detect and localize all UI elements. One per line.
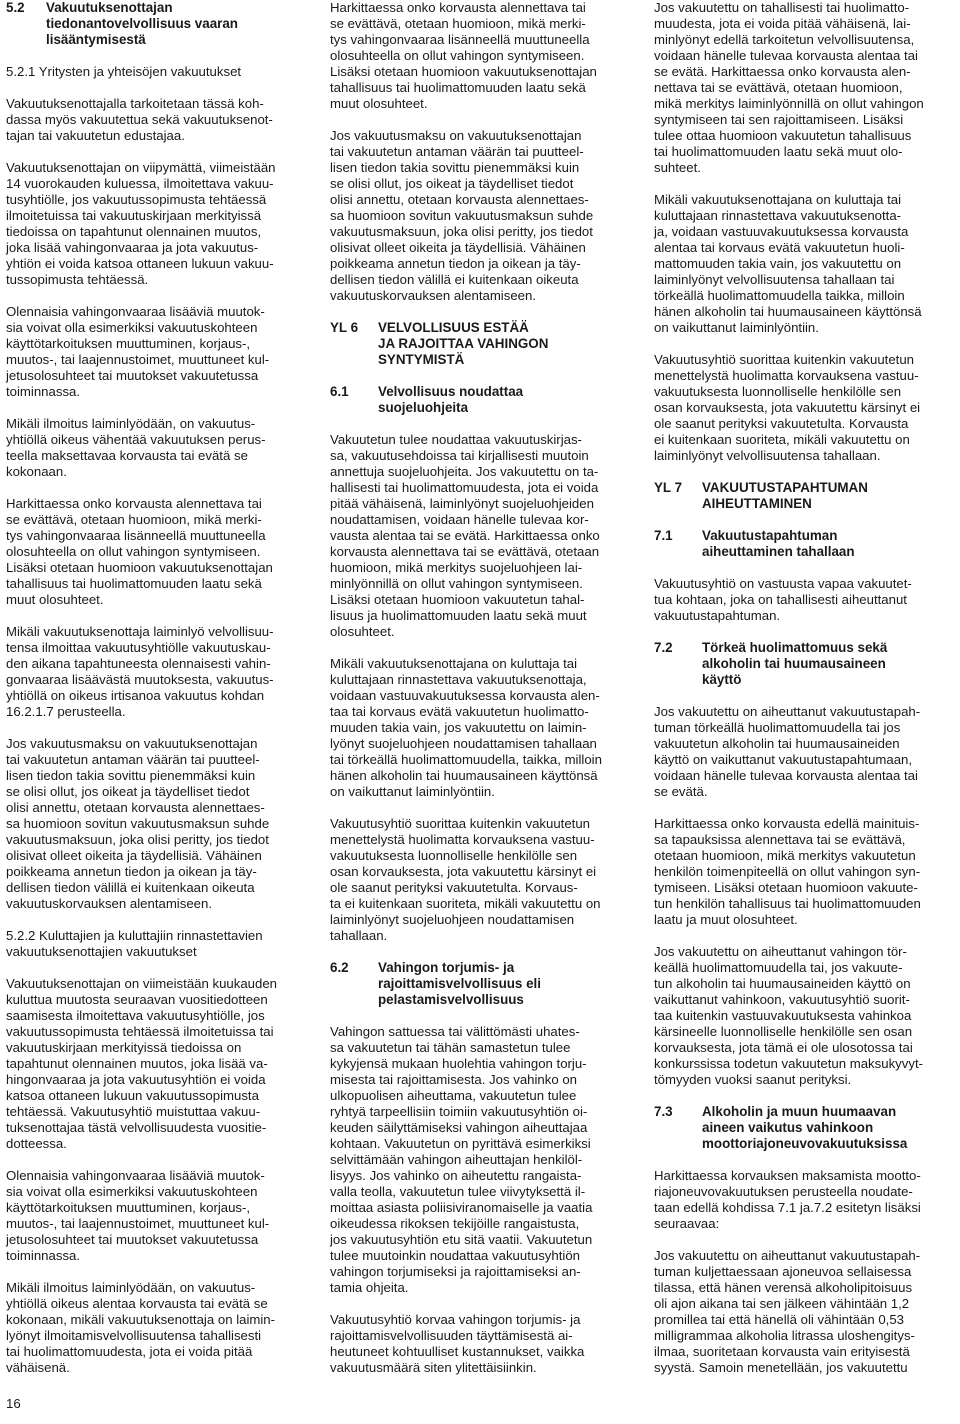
paragraph: Vakuutusyhtiö suorittaa kuitenkin vakuutetun menettelystä huolimatta korvauksena vastuu- vakuutuksesta luonnolliselle henkilölle sen osan korvauksesta, jota vakuutettu kärsinyt ei ole saanut perityksi vakuutetulta. Korvausta ei kuitenkaan suoriteta, mikäli vakuutettu on laiminlyönyt velvollisuutensa tahallaan. [654,352,921,463]
paragraph: Mikäli ilmoitus laiminlyödään, on vakuutus- yhtiöllä oikeus alentaa korvausta tai evätä se kokonaan, mikäli vakuutuksenottaja on laimin- lyönyt ilmoitamisvelvollisuutensa tahallisesti tai huolimattomuudesta, jota ei voida pitää vähäisenä. [6,1280,276,1375]
paragraph: Harkittaessa onko korvausta edellä mainituis- sa tapauksissa alennettava tai se evättävä, otetaan huomioon, mikä merkitys vakuutetun henkilön toimenpiteellä on ollut vahingon syn- tymiseen. Lisäksi otetaan huomioon vakuute- tun henkilön tahallisuus tai huolimattomuuden laatu ja muut olosuhteet. [654,816,921,927]
section-number: 6.1 [330,384,349,399]
paragraph: Vakuutusyhtiö on vastuusta vapaa vakuutet- tua kohtaan, joka on tahallisesti aiheuttanut vakuutustapahtuman. [654,576,912,623]
section-title: VAKUUTUSTAPAHTUMAN AIHEUTTAMINEN [702,480,868,511]
paragraph: Vakuutusyhtiö suorittaa kuitenkin vakuutetun menettelystä huolimatta korvauksena vastuu- vakuutuksesta luonnolliselle henkilölle sen osan korvauksesta, jota vakuutettu kärsinyt ei ole saanut perityksi vakuutetulta. Korvaus- ta ei kuitenkaan suoriteta, mikäli vakuutettu on laiminlyönyt suojeluohjeen noudattamisen tahallaan. [330,816,601,943]
section-heading-7-3 [654,1104,958,1152]
paragraph: Harkittaessa onko korvausta alennettava tai se evättävä, otetaan huomioon, mikä merki- tys vahingonvaaraa lisänneellä muuttuneella olosuhteella on ollut vahingon syntymiseen. Lisäksi otetaan huomioon vakuutuksenottajan tahallisuus tai huolimattomuuden laatu sekä muut olosuhteet. [330,0,597,111]
paragraph: Vakuutuksenottajalla tarkoitetaan tässä koh- dassa myös vakuutettua sekä vakuutuksenot- tajan tai vakuutetun edustajaa. [6,96,273,143]
paragraph: Mikäli vakuutuksenottajana on kuluttaja tai kuluttajaan rinnastettava vakuutuksenottaja, voidaan vastuuvakuutuksessa korvausta alen- taa tai korvaus evätä vakuutetun huolimatto- muuden takia vain, jos vakuutettu on laimin- lyönyt suojeluohjeen noudattamisen tahallaan tai törkeällä huolimattomuudella, taikka, milloin hänen alkoholin tai huumausaineen käyttönsä on vaikuttanut laiminlyöntiin. [330,656,602,799]
section-title: Alkoholin ja muun huumaavan aineen vaikutus vahinkoon moottoriajoneuvovakuutuksissa [702,1104,908,1151]
paragraph: Vahingon sattuessa tai välittömästi uhates- sa vakuutetun tai tähän samastetun tulee kykyjensä mukaan huolehtia vahingon torju- misesta tai rajoittamisesta. Jos vahinko on ulkopuolisen aiheuttama, vakuutetun tulee ryhtyä tarpeellisiin toimiin vakuutusyhtiön oi- keuden säilyttämiseksi vahingon aiheuttajaa kohtaan. Vakuutetun on pyrittävä esimerkiksi selvittämään vahingon aiheuttajan henkilöl- lisyys. Jos vahinko on aiheutettu rangaista- valla teolla, vakuutetun tulee viivytyksettä il- moittaa asiasta poliisiviranomaiselle ja vaatia oikeudessa rikoksen tekijöille rangaistusta, jos vakuutusyhtiön etu sitä vaatii. Vakuutetun tulee muutoinkin noudattaa vakuutusyhtiön vahingon torjumiseksi ja rajoittamiseksi an- tamia ohjeita. [330,1024,593,1295]
paragraph: Olennaisia vahingonvaaraa lisääviä muutok- sia voivat olla esimerkiksi vakuutuskohteen käyttötarkoituksen muuttuminen, korjaus-, muutos-, tai laajennustoimet, muuttuneet kul- jetusolosuhteet tai muutokset vakuutetussa toiminnassa. [6,304,270,399]
subheading-5-2-1: 5.2.1 Yritysten ja yhteisöjen vakuutukset [6,64,242,79]
paragraph: Vakuutetun tulee noudattaa vakuutuskirjas- sa, vakuutusehdoissa tai kirjallisesti muutoin annettuja suojeluohjeita. Jos vakuutettu on ta- hallisesti tai huolimattomuudesta, jota ei voida pitää vähäisenä, laiminlyönyt suojeluohjeiden noudattamisen, voidaan hänelle tulevaa kor- vausta alentaa tai se evätä. Harkittaessa onko korvausta alennettava tai se evättävä, otetaan huomioon, mikä merkitys suojeluohjeen lai- minlyönnillä on ollut vahingon syntymiseen. Lisäksi otetaan huomioon vakuutetun tahal- lisuus ja huolimattomuuden laatu sekä muut olosuhteet. [330,432,600,639]
section-number: 5.2 [6,0,25,15]
paragraph: Olennaisia vahingonvaaraa lisääviä muutok- sia voivat olla esimerkiksi vakuutuskohteen käyttötarkoituksen muuttuminen, korjaus-, muutos-, tai laajennustoimet, muuttuneet kul- jetusolosuhteet tai muutokset vakuutetussa toiminnassa. [6,1168,270,1263]
paragraph: Vakuutuksenottajan on viipymättä, viimeistään 14 vuorokauden kuluessa, ilmoitettava vakuu- tusyhtiölle, jos vakuutussopimusta tehtäessä ilmoitetuissa tai vakuutuskirjaan merkityissä tiedoissa on tapahtunut olennainen muutos, joka lisää vahingonvaaraa ja jota vakuutus- yhtiön ei voida katsoa ottaneen lukuun vakuu- tussopimusta tehtäessä. [6,160,276,287]
section-title: Vakuutuksenottajan tiedonantovelvollisuus vaaran lisääntymisestä [46,0,238,47]
paragraph: Jos vakuutusmaksu on vakuutuksenottajan tai vakuutetun antaman väärän tai puutteel- lisen tiedon takia sovittu pienemmäksi kuin se olisi ollut, jos oikeat ja täydelliset tiedot olisi annettu, otetaan korvausta alennettaes- sa huomioon sovitun vakuutusmaksun suhde vakuutusmaksuun, joka olisi peritty, jos tiedot olisivat olleet oikeita ja täydellisiä. Vähäinen poikkeama annetun tiedon ja oikean ja täy- dellisen tiedon välillä ei kuitenkaan oikeuta vakuutuskorvauksen alentamiseen. [6,736,270,911]
section-title: Törkeä huolimattomuus sekä alkoholin tai huumausaineen käyttö [702,640,888,687]
column-2 [330,0,634,1392]
paragraph: Mikäli vakuutuksenottaja laiminlyö velvollisuu- tensa ilmoittaa vakuutusyhtiölle vakuutuskau- den aikana tapahtuneesta olennaisesti vahin- gonvaaraa lisäävästä muutoksesta, vakuutus- yhtiöllä on oikeus irtisanoa vakuutus kohdan 16.2.1.7 perusteella. [6,624,274,719]
paragraph: Harkittaessa onko korvausta alennettava tai se evättävä, otetaan huomioon, mikä merki- tys vahingonvaaraa lisänneellä muuttuneella olosuhteella on ollut vahingon syntymiseen. Lisäksi otetaan huomioon vakuutuksenottajan tahallisuus tai huolimattomuuden laatu sekä muut olosuhteet. [6,496,273,607]
section-heading-6-2 [330,960,634,1008]
section-number: 7.1 [654,528,673,543]
section-title: Velvollisuus noudattaa suojeluohjeita [378,384,524,415]
section-number: YL 6 [330,320,359,335]
page-number: 16 [6,1396,21,1411]
section-number: 7.2 [654,640,673,655]
paragraph: Mikäli vakuutuksenottajana on kuluttaja tai kuluttajaan rinnastettava vakuutuksenotta- ja, voidaan vastuuvakuutuksessa korvausta alentaa tai korvaus evätä vakuutetun huoli- mattomuuden takia vain, jos vakuutettu on laiminlyönyt velvollisuutensa tahallaan tai törkeällä huolimattomuudella taikka, milloin hänen alkoholin tai huumausaineen käyttönsä on vaikuttanut laiminlyöntiin. [654,192,922,335]
section-heading-5-2 [6,0,308,48]
paragraph: Jos vakuutettu on aiheuttanut vahingon tör- keällä huolimattomuudella tai, jos vakuute- tun alkoholin tai huumausaineiden käyttö on vaikuttanut vahinkoon, vakuutusyhtiö suorit- taa kuitenkin vastuuvakuutuksesta vahinkoa kärsineelle luonnolliselle henkilölle sen osan korvauksesta, jota tämä ei ole ulosotossa tai konkurssissa todetun vakuutetun maksukyvyt- tömyyden vuoksi saanut perityksi. [654,944,924,1087]
section-title: Vahingon torjumis- ja rajoittamisvelvollisuus eli pelastamisvelvollisuus [378,960,541,1007]
subheading-5-2-2: 5.2.2 Kuluttajien ja kuluttajiin rinnastettavien vakuutuksenottajien vakuutukset [6,928,263,959]
paragraph: Jos vakuutettu on aiheuttanut vakuutustapah- tuman törkeällä huolimattomuudella tai jos vakuutetun alkoholin tai huumausaineiden käyttö on vaikuttanut vakuutustapahtumaan, voidaan hänelle tulevaa korvausta alentaa tai se evätä. [654,704,921,799]
paragraph: Vakuutusyhtiö korvaa vahingon torjumis- ja rajoittamisvelvollisuuden täyttämisestä ai- heutuneet kohtuulliset kustannukset, vaikka vakuutusmäärä siten ylitettäisiinkin. [330,1312,585,1375]
section-number: 6.2 [330,960,349,975]
paragraph: Jos vakuutettu on aiheuttanut vakuutustapah- tuman kuljettaessaan ajoneuvoa sellaisessa tilassa, että hänen verensä alkoholipitoisuus oli ajon aikana tai sen jälkeen vähintään 1,2 promillea tai että hänellä oli vähintään 0,53 milligrammaa alkoholia litrassa uloshengitys- ilmaa, suoritetaan korvausta vain erityisestä syystä. Samoin menetellään, jos vakuutettu [654,1248,921,1375]
section-title: Vakuutustapahtuman aiheuttaminen tahallaan [702,528,855,559]
paragraph: Harkittaessa korvauksen maksamista mootto- riajoneuvovakuutuksen perusteella noudate- taan edellä kohdissa 7.1 ja.7.2 esitetyn lisäksi seuraavaa: [654,1168,921,1231]
section-heading-6-1 [330,384,634,416]
section-heading-7-2 [654,640,958,688]
column-1 [6,0,308,1392]
paragraph: Jos vakuutettu on tahallisesti tai huolimatto- muudesta, jota ei voida pitää vähäisenä, lai- minlyönyt edellä tarkoitetun velvollisuutensa, voidaan hänelle tulevaa korvausta alentaa tai se evätä. Harkittaessa onko korvausta alen- nettava tai se evättävä, otetaan huomioon, mikä merkitys laiminlyönnillä on ollut vahingon syntymiseen tai sen rajoittamiseen. Lisäksi tulee ottaa huomioon vakuutetun tahallisuus tai huolimattomuuden laatu sekä muut olo- suhteet. [654,0,924,175]
section-number: 7.3 [654,1104,673,1119]
section-heading-yl-7 [654,480,958,512]
section-title: VELVOLLISUUS ESTÄÄ JA RAJOITTAA VAHINGON SYNTYMISTÄ [378,320,549,367]
section-heading-7-1 [654,528,958,560]
paragraph: Mikäli ilmoitus laiminlyödään, on vakuutus- yhtiöllä oikeus vähentää vakuutuksen perus- teella maksettavaa korvausta tai evätä se kokonaan. [6,416,266,479]
paragraph: Jos vakuutusmaksu on vakuutuksenottajan tai vakuutetun antaman väärän tai puutteel- lisen tiedon takia sovittu pienemmäksi kuin se olisi ollut, jos oikeat ja täydelliset tiedot olisi annettu, otetaan korvausta alennettaes- sa huomioon sovitun vakuutusmaksun suhde vakuutusmaksuun, joka olisi peritty, jos tiedot olisivat olleet oikeita ja täydellisiä. Vähäinen poikkeama annetun tiedon ja oikean ja täy- dellisen tiedon välillä ei kuitenkaan oikeuta vakuutuskorvauksen alentamiseen. [330,128,594,303]
paragraph: Vakuutuksenottajan on viimeistään kuukauden kuluttua muutosta seuraavan vuositiedotteen saamisesta ilmoitettava vakuutusyhtiölle, jos vakuutussopimusta tehtäessä ilmoitetuissa tai vakuutuskirjaan merkityissä tiedoissa on tapahtunut olennainen muutos, joka lisää va- hingonvaaraa ja jota vakuutusyhtiön ei voida katsoa ottaneen lukuun vakuutussopimusta tehtäessä. Vakuutusyhtiö muistuttaa vakuu- tuksenottajaa tästä velvollisuudesta vuositie- dotteessa. [6,976,278,1151]
column-3 [654,0,958,1392]
section-heading-yl-6 [330,320,634,368]
section-number: YL 7 [654,480,683,495]
